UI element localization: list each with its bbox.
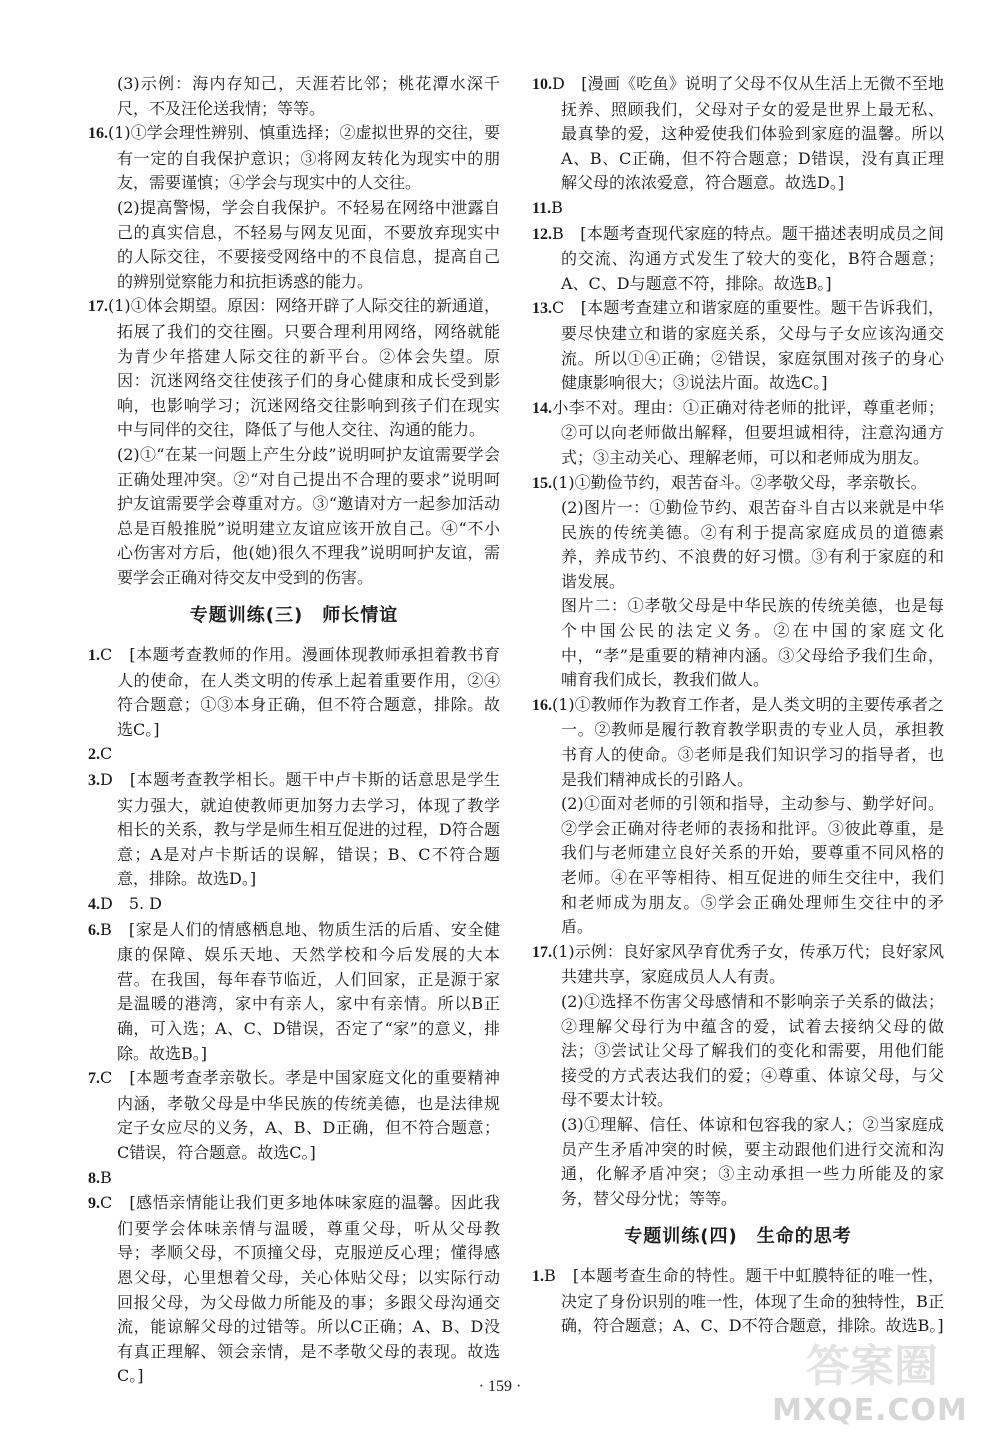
answer-15-part2-picture1: (2)图片一：①勤俭节约、艰苦奋斗自古以来就是中华民族的传统美德。②有利于提高家庭成员的道德素养，养成节约、不浪费的好习惯。③有利于家庭的和谐发展。 <box>561 498 944 591</box>
watermark-logo <box>760 1332 980 1428</box>
answer-item: 12.B [本题考查现代家庭的特点。题干描述表明成员之间的交流、沟通方式发生了较大的变化，B符合题意；A、C、D与题意不符，排除。故选B。] <box>532 223 944 293</box>
section-title-3: 专题训练(三) 师长情谊 <box>189 605 399 627</box>
answer-item: 13.C [本题考查建立和谐家庭的重要性。题干告诉我们，要尽快建立和谐的家庭关系，父母与子女应该沟通交流。所以①④正确；②错误，家庭氛围对孩子的身心健康影响很大；③说法片面。故选C。] <box>532 298 944 393</box>
answer-item: 1.B [本题考查生命的特性。题干中虹膜特征的唯一性，决定了身份识别的唯一性，体现了生命的独特性，B正确，符合题意；A、C、D不符合题意，排除。故选B。] <box>532 1265 944 1336</box>
answer-item: 1.C [本题考查教师的作用。漫画体现教师承担着教书育人的使命，在人类文明的传承上起着重要作用，②④符合题意；①③本身正确，但不符合题意，排除。故选C。] <box>88 645 500 739</box>
answer-17-part2: (2)①选择不伤害父母感情和不影响亲子关系的做法；②理解父母行为中蕴含的爱，试着去接纳父母的做法；③尝试让父母了解我们的变化和需要，用他们能接受的方式表达我们的爱；④尊重、体谅父母，与父母不要太计较。 <box>561 991 944 1110</box>
watermark-site-text: MXQE.COM <box>772 1393 968 1428</box>
section-title-4: 专题训练(四) 生命的思考 <box>624 1226 852 1248</box>
answer-17: 17.(1)示例：良好家风孕育优秀子女，传承万代；良好家风共建共享，家庭成员人人有责。 <box>532 941 944 987</box>
left-column <box>88 72 500 1389</box>
answer-17: 17.(1)①体会期望。原因：网络开辟了人际交往的新通道，拓展了我们的交往圈。只要合理利用网络，网络就能为青少年搭建人际交往的新平台。②体会失望。原因：沉迷网络交往使孩子们的身心健康和成长受到影响，也影响学习；沉迷网络交往影响到孩子们在现实中与同伴的交往，降低了与他人交往、沟通的能力。 <box>88 296 500 440</box>
answer-item: 10.D [漫画《吃鱼》说明了父母不仅从生活上无微不至地抚养、照顾我们，父母对子女的爱是世界上最无私、最真挚的爱，这种爱使我们体验到家庭的温馨。所以A、B、C正确，但不符合题意；D错误，没有真正理解父母的浓浓爱意，符合题意。故选D。] <box>532 74 944 193</box>
answer-15: 15.(1)①勤俭节约，艰苦奋斗。②孝敬父母，孝亲敬长。 <box>532 472 927 492</box>
page-number: · 159 · <box>478 1378 522 1395</box>
answer-item: 4.D 5. D <box>88 894 163 913</box>
answer-16-part2: (2)①面对老师的引领和指导，主动参与、勤学好问。②学会正确对待老师的表扬和批评。③彼此尊重，是我们与老师建立良好关系的开始，要尊重不同风格的老师。④在平等相待、相互促进的师生交往中，我们和老师成为朋友。⑤学会正确处理师生交往中的矛盾。 <box>561 794 944 937</box>
answer-16: 16.(1)①学会理性辨别、慎重选择；②虚拟世界的交往，要有一定的自我保护意识；③将网友转化为现实中的朋友，需要谨慎；④学会与现实中的人交往。 <box>88 123 500 193</box>
answer-17-part3: (3)①理解、信任、体谅和包容我的家人；②当家庭成员产生矛盾冲突的时候，要主动跟他们进行交流和沟通，化解矛盾冲突；③主动承担一些力所能及的家务，替父母分忧；等等。 <box>561 1114 944 1208</box>
answer-item: 3.D [本题考查教学相长。题干中卢卡斯的话意思是学生实力强大，就迫使教师更加努力去学习，体现了教学相长的关系，教与学是师生相互促进的过程，D符合题意；A是对卢卡斯话的误解，错误；B、C不符合题意，排除。故选D。] <box>88 770 500 889</box>
answer-item: 6.B [家是人们的情感栖息地、物质生活的后盾、安全健康的保障、娱乐天地、天然学校和今后发展的大本营。在我国，每年春节临近，人们回家，正是源于家是温暖的港湾，家中有亲人，家中有亲情。所以B正确，可入选；A、C、D错误，否定了“家”的意义，排除。故选B。] <box>88 919 500 1063</box>
watermark-logo-text: 答案圈 <box>806 1341 938 1392</box>
answer-item: 7.C [本题考查孝亲敬长。孝是中国家庭文化的重要精神内涵，孝敬父母是中华民族的传统美德，也是法律规定子女应尽的义务，A、B、D正确，但不符合题意；C错误，符合题意。故选C。] <box>88 1068 500 1162</box>
answer-17-part2: (2)①“在某一问题上产生分歧”说明呵护友谊需要学会正确处理冲突。②“对自己提出不合理的要求”说明呵护友谊需要学会尊重对方。③“邀请对方一起参加活动总是百般推脱”说明建立友谊应该开放自己。④“不小心伤害对方后，他(她)很久不理我”说明呵护友谊，需要学会正确对待交友中受到的伤害。 <box>117 444 500 587</box>
answer-16-part2: (2)提高警惕，学会自我保护。不轻易在网络中泄露自己的真实信息，不轻易与网友见面，不要放弃现实中的人际交往，不要接受网络中的不良信息，提高自己的辨别觉察能力和抗拒诱惑的能力。 <box>117 197 500 291</box>
answer-15-part3: (3)示例：海内存知己，天涯若比邻；桃花潭水深千尺，不及汪伦送我情；等等。 <box>117 74 500 118</box>
answer-item: 11.B <box>532 197 563 217</box>
answer-item: 8.B <box>88 1167 112 1187</box>
answer-item: 2.C <box>88 744 113 764</box>
answer-16: 16.(1)①教师作为教育工作者，是人类文明的主要传承者之一。②教师是履行教育教学职责的专业人员，承担教书育人的使命。③老师是我们知识学习的指导者，也是我们精神成长的引路人。 <box>532 694 944 789</box>
answer-item: 14.小李不对。理由：①正确对待老师的批评，尊重老师；②可以向老师做出解释，但要坦诚相待，注意沟通方式；③主动关心、理解老师，可以和老师成为朋友。 <box>532 397 944 467</box>
answer-15-part2-picture2: 图片二：①孝敬父母是中华民族的传统美德，也是每个中国公民的法定义务。②在中国的家庭文化中，“孝”是重要的精神内涵。③父母给予我们生命，哺育我们成长，教我们做人。 <box>561 596 944 690</box>
answer-item: 9.C [感悟亲情能让我们更多地体味家庭的温馨。因此我们要学会体味亲情与温暖，尊重父母，听从父母教导；孝顺父母，不顶撞父母，克服逆反心理；懂得感恩父母，心里想着父母，关心体贴父母；以实际行动回报父母，为父母做力所能及的事；多跟父母沟通交流，能谅解父母的过错等。所以C正确；A、B、D没有真正理解、领会亲情，是不孝敬父母的表现。故选C。] <box>88 1193 500 1386</box>
right-column <box>532 72 944 1339</box>
